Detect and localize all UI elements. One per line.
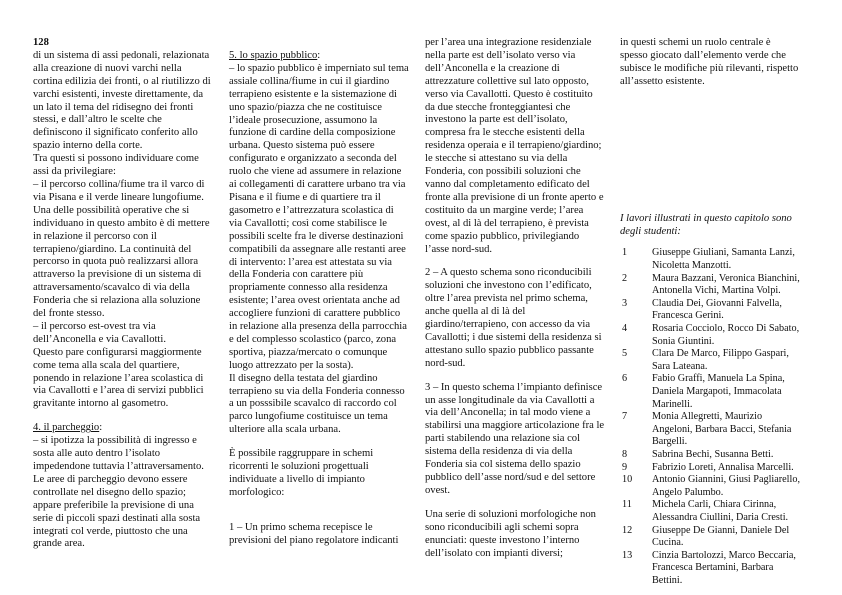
author-entry-number: 1 bbox=[622, 247, 628, 259]
paragraph: 3 – In questo schema l’impianto definisce un asse longitudinale da via Cavallotti a via dell’Anconella; in tal modo viene a stabilirsi una maggiore articolazione fra le parti stabilendo una relazione sia col sistema della residenza di via della Fonderia sia col sistema dello spazio pubblico dell’asse nord/sud e del settore ovest. bbox=[425, 381, 605, 496]
author-entry-names: Rosaria Cocciolo, Rocco Di Sabato, Sonia Giuntini. bbox=[652, 323, 800, 347]
author-entry-number: 13 bbox=[622, 549, 633, 561]
author-entry-number: 5 bbox=[622, 348, 628, 360]
author-entry bbox=[620, 247, 800, 272]
paragraph: – il percorso collina/fiume tra il varco di via Pisana e il verde lineare lungofiume. Una delle possibilità operative che si individuano in questo ambito è di mettere in relazione il percorso con il terrapieno/giardino. La continuità del percorso in quota può realizzarsi allora attraverso la previsione di un sistema di attraversamento/scavalco di via della Fonderia che si relaziona alla soluzione del fronte stesso. bbox=[33, 178, 210, 320]
author-entry bbox=[620, 373, 800, 411]
author-entry-number: 11 bbox=[622, 499, 632, 511]
column-1 bbox=[33, 37, 211, 551]
spacer bbox=[229, 500, 409, 511]
author-entry-number: 9 bbox=[622, 461, 628, 473]
author-entry bbox=[620, 499, 800, 524]
author-entry bbox=[620, 298, 800, 323]
author-entry bbox=[620, 462, 800, 475]
author-entry-number: 7 bbox=[622, 411, 628, 423]
spacer bbox=[425, 498, 605, 509]
author-entry bbox=[620, 449, 800, 462]
column-2 bbox=[229, 50, 409, 548]
paragraph: Una serie di soluzioni morfologiche non sono riconducibili agli schemi sopra enunciati: queste investono l’interno dell’isolato con impianti diversi; bbox=[425, 508, 596, 559]
paragraph: – si ipotizza la possibilità di ingresso e sosta alle auto dentro l’isolato impedendone tuttavia l’attraversamento. Le aree di parcheggio devono essere controllate nel disegno dello spazio; appare preferibile la previsione di una serie di piccoli spazi destinati alla sosta integrati col verde, piuttosto che una grande area. bbox=[33, 435, 204, 550]
paragraph: – lo spazio pubblico è imperniato sul tema assiale collina/fiume in cui il giardino terrapieno esistente e la sistemazione di uno spazio/piazza che ne costituisce l’ideale prosecuzione, assumono la funzione di cardine della composizione urbana. Questo sistema può essere configurato e organizzato a seconda del ruolo che viene ad assumere in relazione ai collegamenti di carattere urbano tra via Pisana e il fiume e di quartiere tra il gasometro e l’attrezzatura scolastica di via Cavallotti; così come stabilisce le possibili scelte fra le diverse destinazioni compatibili da assegnare alle restanti aree di intervento: l’area est attestata su via della Fonderia con carattere più propriamente connesso alla residenza esistente; l’area ovest orientata anche ad accogliere funzioni di carattere pubblico in relazione alla presenza della parrocchia e del complesso scolastico (parco, zona sportiva, piazza/mercato o comunque luogo attrezzato per la sosta). bbox=[229, 62, 409, 371]
author-entry-number: 4 bbox=[622, 323, 628, 334]
author-entry-number: 2 bbox=[622, 272, 628, 284]
author-entry-number: 10 bbox=[622, 474, 633, 486]
spacer bbox=[33, 411, 211, 422]
section-heading-4-text: 4. il parcheggio bbox=[33, 422, 100, 434]
paragraph: per l’area una integrazione residenziale nella parte est dell’isolato verso via dell’Anconella e la creazione di attrezzature collettive sul lato opposto, verso via Cavallotti. Questo è costituito da due stecche fronteggiantesi che investono la parte est dell’isolato, compresa fra le stecche esistenti della residenza operaia e il terrapieno/giardino; le stecche si attestano su via della Fonderia, con possibili soluzioni che vanno dal completamento edificato del fronte alla previsione di un fronte aperto e costituito da un margine verde; l’area ovest, al di là del terrapieno, è prevista come spazio pubblico, privilegiando l’asse nord-sud. bbox=[425, 37, 604, 255]
author-entry-names: Clara De Marco, Filippo Gaspari, Sara Lateana. bbox=[652, 348, 789, 372]
author-entry-names: Giuseppe De Gianni, Daniele Del Cucina. bbox=[652, 524, 790, 549]
spacer bbox=[229, 511, 409, 522]
author-entry-number: 8 bbox=[622, 448, 628, 460]
author-entry bbox=[620, 411, 800, 449]
author-entry-number: 3 bbox=[622, 297, 628, 309]
section-heading-5-text: 5. lo spazio pubblico bbox=[229, 50, 318, 61]
column-3 bbox=[425, 37, 605, 560]
author-entry-number: 6 bbox=[622, 373, 628, 385]
paragraph: Questo pare configurarsi maggiormente come tema alla scala del quartiere, ponendo in relazione l’area scolastica di via Cavallotti e l’area di servizi pubblici gravitante intorno al gasometro. bbox=[33, 346, 204, 410]
spacer bbox=[425, 256, 605, 267]
paragraph: È possibile raggruppare in schemi ricorrenti le soluzioni progettuali individuate a livello di impianto morfologico: bbox=[229, 448, 374, 498]
author-entry bbox=[620, 550, 800, 588]
author-entry-names: Antonio Giannini, Giusi Pagliarello, Angelo Palumbo. bbox=[652, 474, 800, 498]
author-entry bbox=[620, 323, 800, 348]
paragraph: – il percorso est-ovest tra via dell’Anconella e via Cavallotti. bbox=[33, 320, 166, 345]
paragraph: di un sistema di assi pedonali, relazionata alla creazione di nuovi varchi nella cortina edilizia dei fronti, o al riutilizzo di varchi esistenti, investe direttamente, da un lato il tema del ridisegno dei fronti stessi, e dall’altro le scelte che definiscono il significato conferito allo spazio interno della corte. bbox=[33, 49, 211, 152]
author-entry-names: Maura Bazzani, Veronica Bianchini, Antonella Vichi, Martina Volpi. bbox=[652, 272, 800, 297]
section-heading-4: 4. il parcheggio: bbox=[33, 422, 103, 434]
paragraph: Tra questi si possono individuare come assi da privilegiare: bbox=[33, 153, 199, 178]
author-entry bbox=[620, 474, 800, 499]
author-entry-names: Sabrina Bechi, Susanna Betti. bbox=[652, 448, 774, 460]
spacer bbox=[229, 437, 409, 448]
paragraph: in questi schemi un ruolo centrale è spesso giocato dall’elemento verde che subisce le modifiche più rilevanti, rispetto all’assetto esistente. bbox=[620, 37, 799, 87]
author-entry-number: 12 bbox=[622, 524, 633, 536]
author-entry bbox=[620, 348, 800, 373]
author-entry-names: Michela Carli, Chiara Cirinna, Alessandra Ciullini, Daria Cresti. bbox=[652, 499, 789, 523]
spacer bbox=[425, 371, 605, 382]
author-entry bbox=[620, 273, 800, 298]
author-entry-names: Claudia Dei, Giovanni Falvella, Francesca Gerini. bbox=[652, 297, 782, 322]
column-4 bbox=[620, 37, 800, 587]
author-entry-names: Fabrizio Loreti, Annalisa Marcelli. bbox=[652, 461, 794, 473]
paragraph: Il disegno della testata del giardino terrapieno su via della Fonderia connesso a un posssibile scavalco di raccordo col parco lungofiume costituisce un tema ulteriore alla scala urbana. bbox=[229, 372, 405, 436]
section-heading-5: 5. lo spazio pubblico: bbox=[229, 50, 321, 61]
paragraph: 1 – Un primo schema recepisce le previsioni del piano regolatore indicanti bbox=[229, 521, 399, 546]
author-entry-names: Monia Allegretti, Maurizio Angeloni, Barbara Bacci, Stefania Bargelli. bbox=[652, 411, 792, 448]
paragraph: 2 – A questo schema sono riconducibili soluzioni che investono con l’edificato, oltre l’area prevista nel primo schema, anche quella al di là del giardino/terrapieno, con accesso da via Cavallotti; i due sistemi della residenza si attestano sullo spazio pubblico passante nord-sud. bbox=[425, 267, 602, 369]
author-entry-names: Fabio Graffi, Manuela La Spina, Daniela Margapoti, Immacolata Marinelli. bbox=[652, 373, 785, 410]
students-heading: I lavori illustrati in questo capitolo sono degli studenti: bbox=[620, 212, 792, 237]
author-entry-names: Giuseppe Giuliani, Samanta Lanzi, Nicoletta Manzotti. bbox=[652, 247, 795, 272]
page-number: 128 bbox=[33, 37, 49, 48]
author-entry-names: Cinzia Bartolozzi, Marco Beccaria, Francesca Bertamini, Barbara Bettini. bbox=[652, 549, 796, 586]
authors-list bbox=[620, 247, 800, 587]
author-entry bbox=[620, 525, 800, 550]
